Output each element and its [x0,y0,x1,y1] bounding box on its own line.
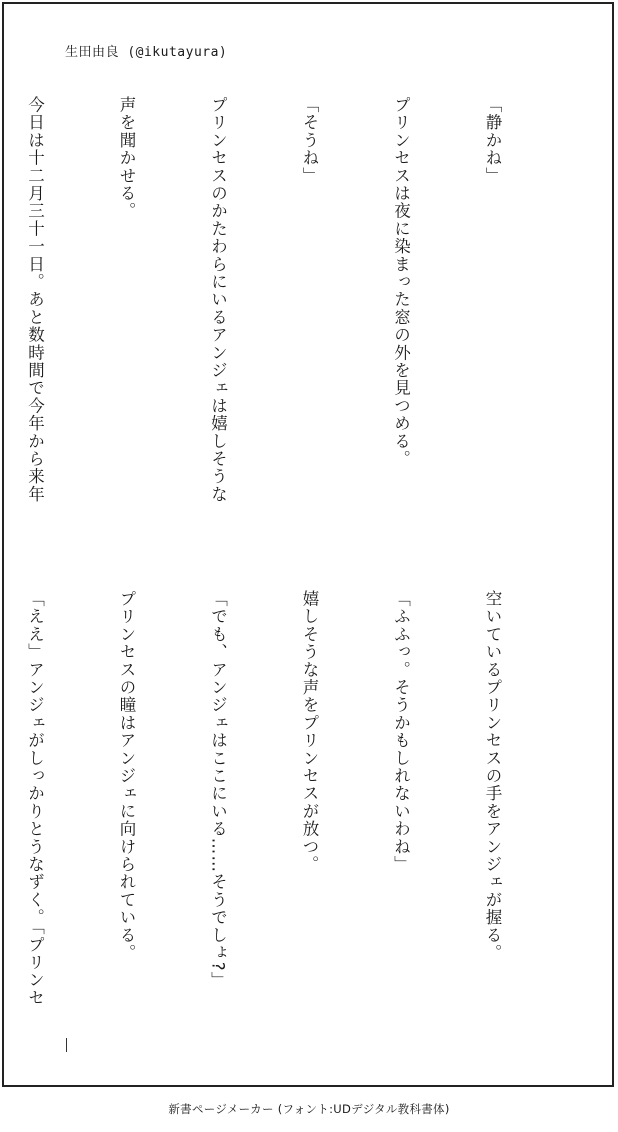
text-block-bottom [0,590,568,1030]
text-line: 今日は十二月三十一日。あと数時間で今年から来年 [25,96,45,504]
text-line: 「ふふっ。そうかもしれないわね」 [391,590,411,874]
text-line: 「静かね」 [483,96,502,185]
text-line: プリンセスの瞳はアンジェに向けられている。 [117,590,136,962]
text-line: プリンセスのかたわらにいるアンジェは嬉しそうな [208,96,228,504]
page-number-mark [66,1038,67,1052]
text-line: 空いているプリンセスの手をアンジェが握る。 [483,590,502,962]
text-line: プリンセスは夜に染まった窓の外を見つめる。 [391,96,411,468]
text-line: 「でも、アンジェはここにいる……そうでしょ?」 [208,590,228,990]
text-line: 嬉しそうな声をプリンセスが放つ。 [300,590,319,874]
text-line: 「そうね」 [300,96,319,185]
page-frame [2,2,614,1087]
text-block-top [0,96,568,536]
text-line: 声を聞かせる。 [117,96,136,220]
footer-credit: 新書ページメーカー (フォント:UDデジタル教科書体) [168,1102,450,1116]
text-line: 「ええ」アンジェがしっかりとうなずく。「プリンセ [25,590,45,1007]
author-credit: 生田由良 (@ikutayura) [65,45,228,60]
